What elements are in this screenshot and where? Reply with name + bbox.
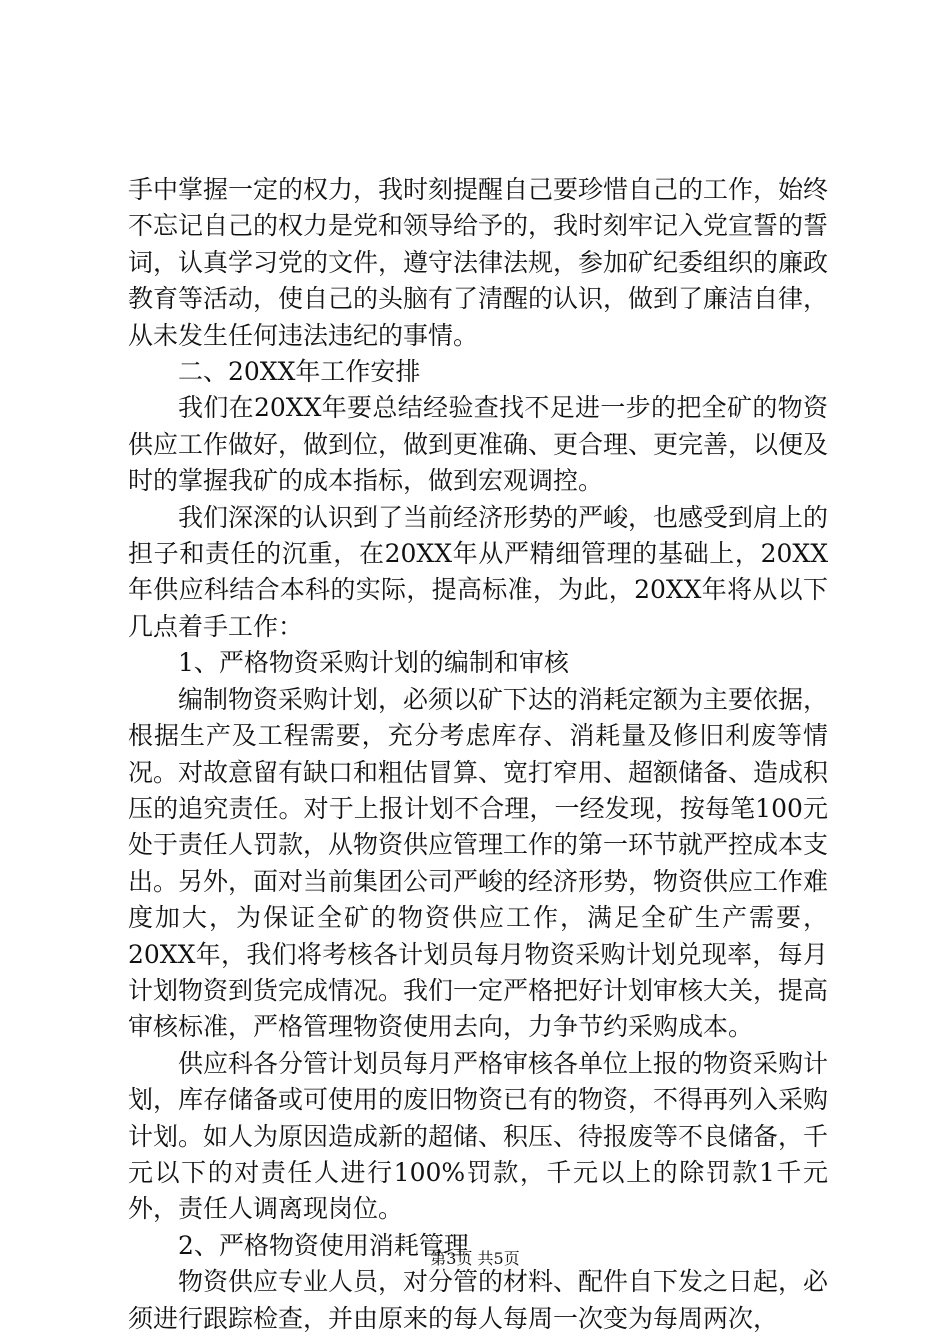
document-body	[128, 172, 828, 1337]
section-heading: 二、20XX年工作安排	[178, 357, 421, 387]
subsection-heading: 2、严格物资使用消耗管理	[178, 1230, 469, 1260]
paragraph: 物资供应专业人员，对分管的材料、配件自下发之日起，必须进行跟踪检查，并由原来的每人每周一次变为每周两次，	[128, 1267, 829, 1333]
paragraph: 我们深深的认识到了当前经济形势的严峻，也感受到肩上的担子和责任的沉重，在20XX年从严精细管理的基础上，20XX年供应科结合本科的实际，提高标准，为此，20XX年将从以下几点着手工作：	[128, 502, 829, 641]
paragraph: 供应科各分管计划员每月严格审核各单位上报的物资采购计划，库存储备或可使用的废旧物资已有的物资，不得再列入采购计划。如人为原因造成新的超储、积压、待报废等不良储备，千元以下的对责任人进行100%罚款，千元以上的除罚款1千元外，责任人调离现岗位。	[128, 1048, 829, 1224]
paragraph: 手中掌握一定的权力，我时刻提醒自己要珍惜自己的工作，始终不忘记自己的权力是党和领导给予的，我时刻牢记入党宣誓的誓词，认真学习党的文件，遵守法律法规，参加矿纪委组织的廉政教育等活动，使自己的头脑有了清醒的认识，做到了廉洁自律，从未发生任何违法违纪的事情。	[128, 175, 829, 350]
page-footer: 第3页 共5页	[430, 1249, 520, 1268]
subsection-heading: 1、严格物资采购计划的编制和审核	[178, 648, 569, 678]
paragraph: 我们在20XX年要总结经验查找不足进一步的把全矿的物资供应工作做好，做到位，做到更准确、更合理、更完善，以便及时的掌握我矿的成本指标，做到宏观调控。	[128, 393, 829, 496]
paragraph: 编制物资采购计划，必须以矿下达的消耗定额为主要依据，根据生产及工程需要，充分考虑库存、消耗量及修旧利废等情况。对故意留有缺口和粗估冒算、宽打窄用、超额储备、造成积压的追究责任。对于上报计划不合理，一经发现，按每笔100元处于责任人罚款，从物资供应管理工作的第一环节就严控成本支出。另外，面对当前集团公司严峻的经济形势，物资供应工作难度加大，为保证全矿的物资供应工作，满足全矿生产需要，20XX年，我们将考核各计划员每月物资采购计划兑现率，每月计划物资到货完成情况。我们一定严格把好计划审核大关，提高审核标准，严格管理物资使用去向，力争节约采购成本。	[128, 684, 829, 1042]
